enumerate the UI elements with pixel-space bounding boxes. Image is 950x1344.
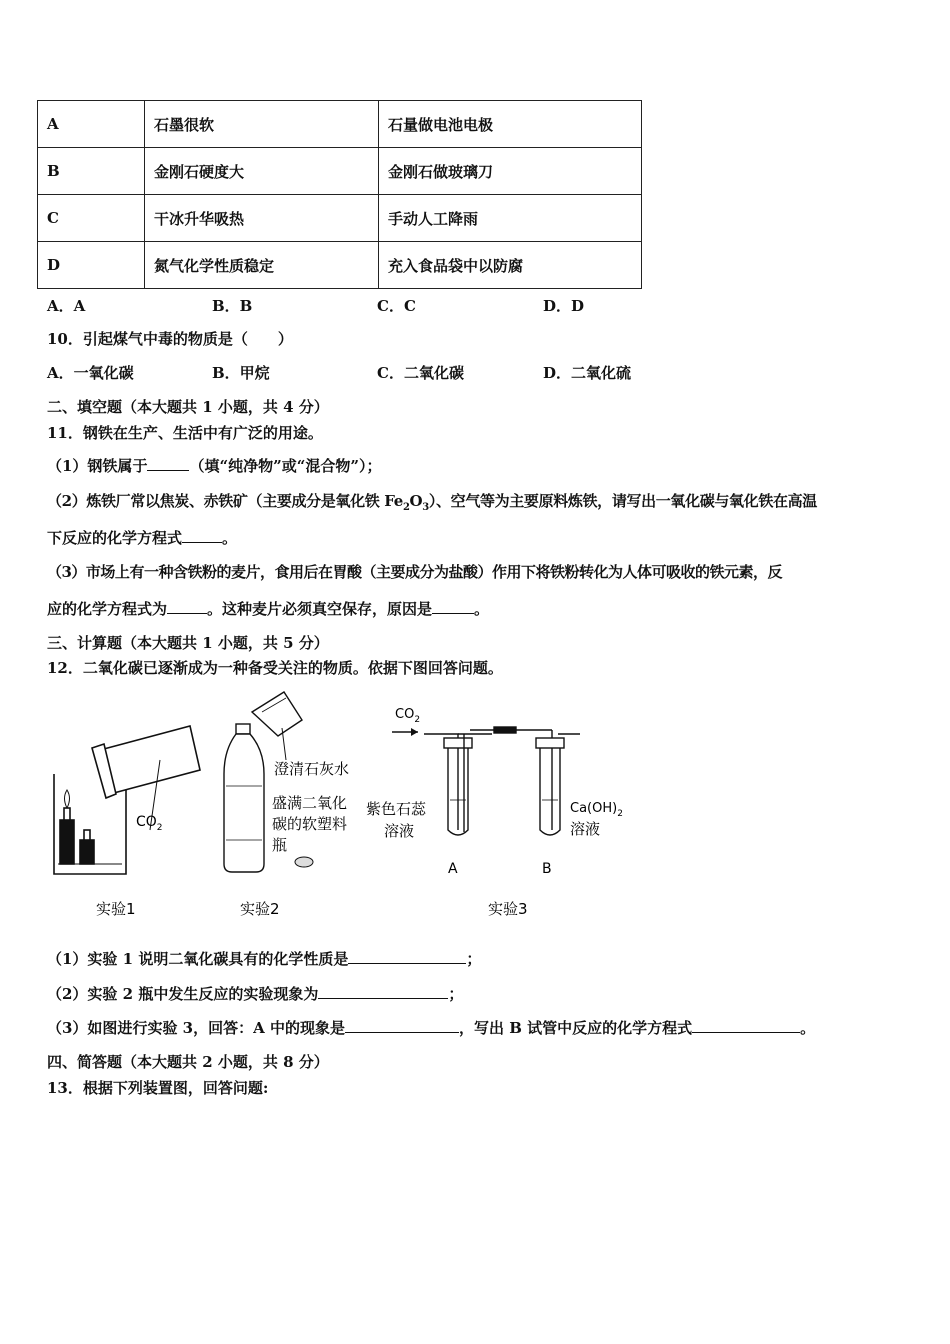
- q10-option-c: C．二氧化碳: [377, 364, 464, 382]
- table-cell: 干冰升华吸热: [145, 195, 379, 242]
- answer-blank[interactable]: [182, 528, 222, 543]
- section-3-heading: 三、计算题（本大题共 1 小题，共 5 分）: [47, 634, 329, 652]
- experiment-3-caption: 实验3: [488, 900, 528, 918]
- bottle-label-1: 盛满二氧化: [272, 794, 348, 812]
- section-4-heading: 四、简答题（本大题共 2 小题，共 8 分）: [47, 1053, 329, 1071]
- q12-part1: （1）实验 1 说明二氧化碳具有的化学性质是 ；: [47, 950, 482, 968]
- caoh2-label: $Ca(OH)_2$: [570, 801, 623, 819]
- table-row: [38, 242, 642, 289]
- q9-option-d: D．D: [543, 297, 585, 315]
- limewater-label: 澄清石灰水: [274, 760, 350, 778]
- q12-part2: （2）实验 2 瓶中发生反应的实验现象为 ；: [47, 985, 464, 1003]
- q11-part2: （2）炼铁厂常以焦炭、赤铁矿（主要成分是氧化铁 $Fe_2O_3$）、空气等为主要原料炼铁，请写出一氧化碳与氧化铁在高温: [47, 492, 817, 513]
- bottle-label-3: 瓶: [272, 836, 288, 854]
- table-row: [38, 195, 642, 242]
- table-cell: D: [38, 242, 145, 289]
- q9-option-b: B．B: [212, 297, 253, 315]
- table-cell: 石量做电池电极: [379, 101, 642, 148]
- tube-a-label: A: [448, 861, 458, 877]
- answer-blank[interactable]: [318, 984, 448, 999]
- q10-option-b: B．甲烷: [212, 364, 270, 382]
- answer-blank[interactable]: [167, 599, 207, 614]
- table-cell: 石墨很软: [145, 101, 379, 148]
- solution-label: 溶液: [570, 820, 601, 838]
- plastic-bottle: [224, 724, 264, 872]
- table-cell: 氮气化学性质稳定: [145, 242, 379, 289]
- q12-part3: （3）如图进行实验 3，回答：A 中的现象是 ，写出 B 试管中反应的化学方程式 。: [47, 1019, 816, 1037]
- q13-stem: 13．根据下列装置图，回答问题:: [47, 1079, 269, 1097]
- q9-option-c: C．C: [377, 297, 416, 315]
- arrow-head-icon: [411, 728, 418, 736]
- q11-stem: 11．钢铁在生产、生活中有广泛的用途。: [47, 424, 323, 442]
- answer-blank[interactable]: [432, 599, 474, 614]
- q12-stem: 12．二氧化碳已逐渐成为一种备受关注的物质。依据下图回答问题。: [47, 659, 503, 677]
- co2-label-exp1: $CO_2$: [136, 814, 163, 833]
- answer-blank[interactable]: [345, 1018, 459, 1033]
- experiment-1-caption: 实验1: [96, 900, 136, 918]
- litmus-label-2: 溶液: [384, 822, 415, 840]
- table-cell: 充入食品袋中以防腐: [379, 242, 642, 289]
- experiment-figure: [40, 690, 660, 930]
- table-cell: 金刚石做玻璃刀: [379, 148, 642, 195]
- litmus-label-1: 紫色石蕊: [366, 800, 427, 818]
- bottle-label-2: 碳的软塑料: [272, 815, 348, 833]
- q9-option-a: A．A: [47, 297, 86, 315]
- table-row: [38, 148, 642, 195]
- table-cell: C: [38, 195, 145, 242]
- table-cell: 手动人工降雨: [379, 195, 642, 242]
- co2-label-exp3: $CO_2$: [395, 707, 421, 725]
- test-tube-a: [424, 734, 492, 835]
- bottle-cap: [295, 857, 313, 867]
- q11-part3-cont: 应的化学方程式为 。这种麦片必须真空保存，原因是 。: [47, 600, 490, 618]
- tube-b-label: B: [542, 861, 552, 877]
- table-cell: A: [38, 101, 145, 148]
- section-2-heading: 二、填空题（本大题共 1 小题，共 4 分）: [47, 398, 329, 416]
- answer-blank[interactable]: [147, 456, 189, 471]
- table-cell: 金刚石硬度大: [145, 148, 379, 195]
- q11-part2-cont: 下反应的化学方程式 。: [47, 529, 238, 547]
- answer-blank[interactable]: [348, 949, 466, 964]
- table-row: [38, 101, 642, 148]
- q11-part3: （3）市场上有一种含铁粉的麦片，食用后在胃酸（主要成分为盐酸）作用下将铁粉转化为人体可吸收的铁元素，反: [47, 563, 782, 581]
- answer-blank[interactable]: [692, 1018, 800, 1033]
- q10-stem: 10．引起煤气中毒的物质是（ ）: [47, 330, 293, 348]
- q11-part1: （1）钢铁属于 （填“纯净物”或“混合物”）；: [47, 457, 382, 475]
- options-table: [37, 100, 642, 289]
- table-cell: B: [38, 148, 145, 195]
- experiment-2-caption: 实验2: [240, 900, 280, 918]
- q10-option-d: D．二氧化硫: [543, 364, 632, 382]
- q10-option-a: A．一氧化碳: [47, 364, 134, 382]
- connector-tube: [470, 727, 552, 733]
